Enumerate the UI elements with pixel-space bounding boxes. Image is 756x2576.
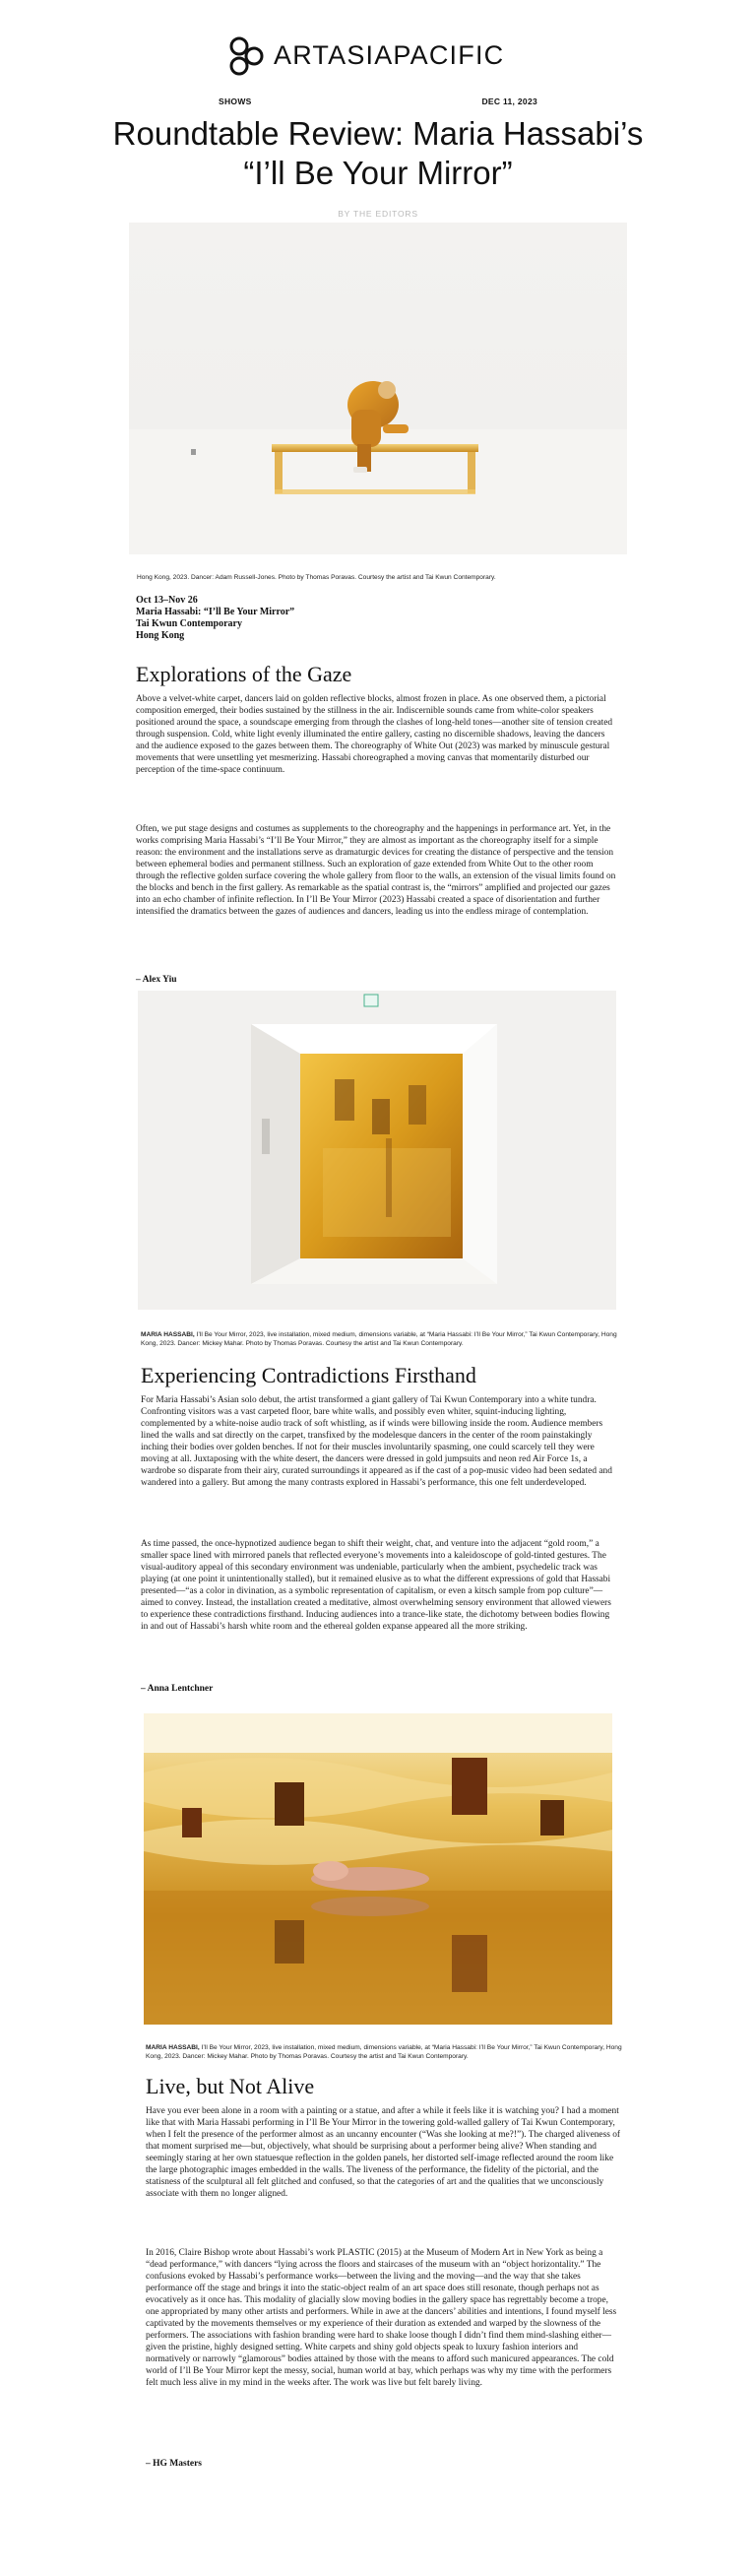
- gold-room-doorway-art: [138, 991, 616, 1310]
- hero-image: [129, 223, 627, 554]
- byline: BY THE EDITORS: [338, 209, 418, 219]
- event-city: Hong Kong: [136, 630, 185, 641]
- event-info: [136, 595, 294, 642]
- section-3-author: – HG Masters: [146, 2459, 202, 2469]
- hero-image-caption: [137, 573, 629, 582]
- gold-mirror-room-image: [144, 1713, 612, 2025]
- event-venue: Tai Kwun Contemporary: [136, 618, 242, 629]
- publish-date: DEC 11, 2023: [481, 97, 537, 106]
- gold-room-caption-artist: MARIA HASSABI,: [141, 1331, 195, 1338]
- section-heading-3: Live, but Not Alive: [146, 2074, 315, 2098]
- article-meta: [219, 97, 537, 110]
- section-link[interactable]: SHOWS: [219, 97, 252, 106]
- hero-image-art: [129, 223, 627, 554]
- section-1-paragraph-2: Often, we put stage designs and costumes as supplements to the choreography and the happenings in performance art. Yet, in the works comprising Maria Hassabi’s “I’ll Be Your Mirror,” they are almost as important as the choreography itself for a simple reason: the environment and the installations serve as dramaturgic devices for creating the distance of perspective and the tension between ephemeral bodies and permanent stillness. Such an exploration of gaze extended from White Out to the other room through the reflective golden surface covering the whole gallery from floor to the walls, an extension of the visual limits found on the blocks and bench in the first gallery. As remarkable as the spatial contrast is, the “mirrors” amplified and projected our gazes into an echo chamber of infinite reflection. In I’ll Be Your Mirror (2023) Hassabi created a space of disorientation and further intensified the dramatics between the gazes of audiences and dancers, leading us into the endless mirage of contemplation.: [136, 824, 616, 917]
- section-2-author: – Anna Lentchner: [141, 1684, 214, 1694]
- section-1-author: – Alex Yiu: [136, 975, 177, 985]
- gold-mirror-caption-artist: MARIA HASSABI,: [146, 2044, 200, 2051]
- gold-mirror-caption-text: I’ll Be Your Mirror, 2023, live installation, mixed medium, dimensions variable, at “Maria Hassabi: I’ll Be Your Mirror,” Tai Kwun Contemporary, Hong Kong, 2023. Dancer: Mickey Mahar. Photo by Thomas Poravas. Courtesy the artist and Tai Kwun Contemporary.: [146, 2044, 622, 2060]
- section-heading-1: Explorations of the Gaze: [136, 662, 352, 686]
- title-line-2: “I’ll Be Your Mirror”: [243, 155, 513, 191]
- hero-caption-text: Hong Kong, 2023. Dancer: Adam Russell-Jones. Photo by Thomas Poravas. Courtesy the artist and Tai Kwun Contemporary.: [137, 574, 496, 581]
- brand-name: ARTASIAPACIFIC: [274, 39, 505, 70]
- section-3-paragraph-1: Have you ever been alone in a room with a painting or a statue, and after a while it feels like it is watching you? I had a moment like that with Maria Hassabi performing in I’ll Be Your Mirror in the towering gold-walled gallery of Tai Kwun Contemporary, when I felt the presence of the performer almost as an uncanny encounter (“Was she looking at me?!”). The charged aliveness of that moment surprised me—but, objectively, what should be surprising about a performer being alive? When standing and seemingly staring at her own statuesque reflection in the golden panels, her distorted self-image reflected around the room like the large photographic images embedded in the walls. The liveness of the performance, the fidelity of the pictorial, and the statisness of the sculptural all felt glitched and confused, so that the categories of art and the qualities that we unconsciously associate with them no longer aligned.: [146, 2106, 621, 2199]
- event-dates: Oct 13–Nov 26: [136, 595, 198, 606]
- section-1-paragraph-1: Above a velvet-white carpet, dancers laid on golden reflective blocks, almost frozen in place. As one observed them, a pictorial composition emerged, their bodies sustained by the stillness in the air. Indiscernible sounds came from white-color speakers positioned around the space, a soundscape emerging from through the clashes of long-held tones—another site of tension created through suspension. Cold, white light evenly illuminated the entire gallery, casting no discernible shadows, leaving the dancers and the audience exposed to the gazes between them. The choreography of White Out (2023) was marked by minuscule gestural movements that were unsettling yet mesmerizing. Hassabi choreographed a moving canvas that momentarily disturbed our perception of the time-space continuum.: [136, 694, 613, 775]
- gold-room-doorway-image: [138, 991, 616, 1310]
- gold-mirror-room-art: [144, 1713, 612, 2025]
- section-heading-2: Experiencing Contradictions Firsthand: [141, 1363, 476, 1387]
- gold-room-caption-text: I’ll Be Your Mirror, 2023, live installation, mixed medium, dimensions variable, at “Maria Hassabi: I’ll Be Your Mirror,” Tai Kwun Contemporary, Hong Kong, 2023. Dancer: Mickey Mahar. Photo by Thomas Poravas. Courtesy the artist and Tai Kwun Contemporary.: [141, 1331, 617, 1347]
- gold-room-caption: [141, 1330, 623, 1348]
- artasiapacific-logo-icon: [224, 32, 270, 78]
- section-2-paragraph-2: As time passed, the once-hypnotized audience began to shift their weight, chat, and venture into the adjacent “gold room,” a smaller space lined with mirrored panels that reflected everyone’s movements into a kaleidoscope of gold-tinted gestures. The visual-auditory appeal of this secondary environment was undeniable, particularly when the ambient, psychedelic track was playing (at one point it unintentionally stalled), but it remained elusive as to what the different expressions of gold that Hassabi presented—“as a color in divination, as a symbolic representation of capitalism, or even a kitsch sample from pop culture”—aimed to convey. Instead, the installation created a meditative, almost overwhelming sensory environment that allowed viewers to experience these contradictions firsthand. Inducing audiences into a trance-like state, the dichotomy between bodies flowing in and out of Hassabi’s harsh white room and the ethereal golden expanse appeared all the more striking.: [141, 1539, 611, 1632]
- page-title: [59, 114, 697, 193]
- gold-mirror-room-caption: [146, 2043, 624, 2061]
- title-line-1: Roundtable Review: Maria Hassabi’s: [112, 115, 644, 152]
- site-brand[interactable]: [224, 32, 539, 78]
- section-2-paragraph-1: For Maria Hassabi’s Asian solo debut, the artist transformed a giant gallery of Tai Kwun Contemporary into a white tundra. Confronting visitors was a vast carpeted floor, bare white walls, and possibly even whiter, squint-inducing lighting, complemented by a white-noise audio track of soft whistling, as if winds were billowing inside the room. Audience members lined the walls and sat directly on the carpet, transfixed by the modelesque dancers in the center of the room painstakingly inching their bodies over golden benches. If not for their muscles involuntarily spasming, one could scarcely tell they were moving at all. Juxtaposing with the white desert, the dancers were dressed in gold jumpsuits and neon red Air Force 1s, a wardrobe so disparate from their airy, curated surroundings it appeared as if the cast of a pop-music video had been sedated and wandered into a gallery. But among the many contrasts explored in Hassabi’s performance, this one felt underdeveloped.: [141, 1395, 612, 1488]
- section-3-paragraph-2: In 2016, Claire Bishop wrote about Hassabi’s work PLASTIC (2015) at the Museum of Modern Art in New York as being a “dead performance,” with dancers “lying across the floors and staircases of the museum with an “object horizontality.” The confusions evoked by Hassabi’s performance works—between the living and the moving—and the way that she takes performance off the stage and brings it into the static-object realm of an art space does still resonate, though perhaps not as evocatively as it once has. This modality of glacially slow moving bodies in the gallery space has regrettably become a trope, one appropriated by many other artists and performers. While in awe at the dancers’ abilities and intentions, I found myself less captivated by the movements themselves or my experience of their duration as extended and warped by the slowness of the performers. The associations with fashion branding were hard to shake loose though I didn’t find them mind-slashing either—given the pristine, highly designed setting. White carpets and shiny gold objects speak to luxury fashion interiors and normatively or narrowly “glamorous” bodies attained by those with the means to afford such manicured appearances. The cold world of I’ll Be Your Mirror kept the messy, social, human world at bay, which perhaps was why my time with the performers felt much less alive in my mind in the weeks after. The work was live but felt barely living.: [146, 2248, 617, 2388]
- event-title: Maria Hassabi: “I’ll Be Your Mirror”: [136, 607, 295, 617]
